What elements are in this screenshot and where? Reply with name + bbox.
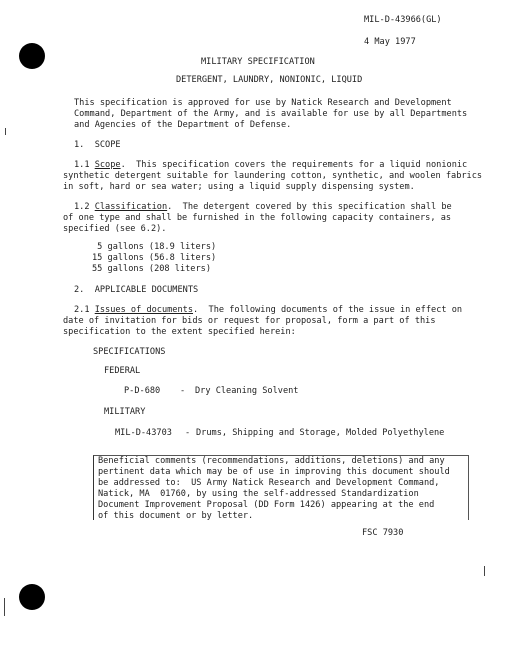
military-label: MILITARY (104, 407, 146, 417)
section-1-heading: 1. SCOPE (74, 140, 121, 150)
section-2-heading: 2. APPLICABLE DOCUMENTS (74, 285, 199, 295)
doc-date: 4 May 1977 (364, 37, 416, 47)
issues-title: Issues of documents (94, 305, 194, 315)
scan-mark (484, 566, 485, 576)
doc-number: MIL-D-43966(GL) (364, 15, 442, 25)
list-item: 5 gallons (18.9 liters) (92, 242, 217, 252)
punch-hole-top (19, 43, 45, 69)
fsc-code: FSC 7930 (362, 528, 404, 538)
scan-mark (4, 598, 5, 616)
list-item: 55 gallons (208 liters) (92, 264, 211, 274)
list-item: 15 gallons (56.8 liters) (92, 253, 217, 263)
specifications-label: SPECIFICATIONS (93, 347, 166, 357)
scan-mark (5, 128, 6, 135)
punch-hole-bottom (19, 584, 45, 610)
federal-label: FEDERAL (104, 366, 141, 376)
comment-box: Beneficial comments (recommendations, additions, deletions) and any pertinent data which may be of use in improving this document should be addressed to: US Army Natick Research and Development Command, Natick, MA 01760, by using the self-addressed Standardization Document Improvement Proposal (DD Form 1426) appearing at the end of this document or by letter. (93, 455, 469, 520)
classification-title: Classification (94, 202, 168, 212)
scope-title: Scope (94, 160, 121, 170)
spec-heading: MILITARY SPECIFICATION (201, 57, 315, 67)
spec-subject: DETERGENT, LAUNDRY, NONIONIC, LIQUID (176, 75, 363, 85)
